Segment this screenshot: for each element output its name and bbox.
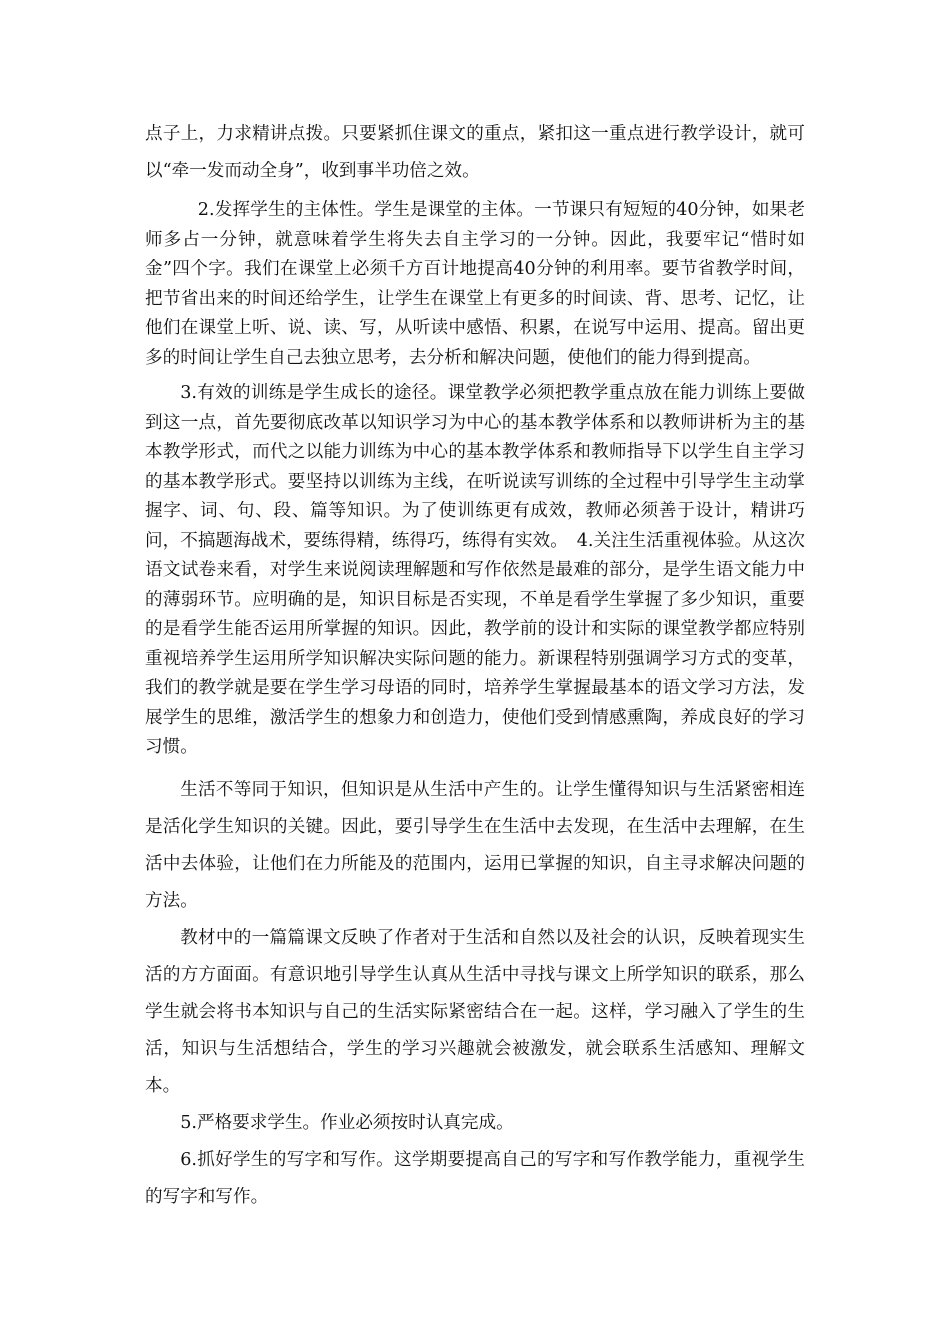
paragraph-effective-training: 3.有效的训练是学生成长的途径。课堂教学必须把教学重点放在能力训练上要做到这一点，首先要彻底改革以知识学习为中心的基本教学体系和以教师讲析为主的基本教学形式，而代之以能力训练为中心的基本教学体系和教师指导下以学生自主学习的基本教学形式。要坚持以训练为主线，在听说读写训练的全过程中引导学生主动掌握字、词、句、段、篇等知识。为了使训练更有成效，教师必须善于设计，精讲巧问，不搞题海战术，要练得精，练得巧，练得有实效。 4.关注生活重视体验。从这次语文试卷来看，对学生来说阅读理解题和写作依然是最难的部分，是学生语文能力中的薄弱环节。应明确的是，知识目标是否实现，不单是看学生掌握了多少知识，重要的是看学生能否运用所掌握的知识。因此，教学前的设计和实际的课堂教学都应特别重视培养学生运用所学知识解决实际问题的能力。新课程特别强调学习方式的变革，我们的教学就是要在学生学习母语的同时，培养学生掌握最基本的语文学习方法，发展学生的思维，激活学生的想象力和创造力，使他们受到情感熏陶，养成良好的学习习惯。 <box>145 383 805 757</box>
paragraph-writing: 6.抓好学生的写字和写作。这学期要提高自己的写字和写作教学能力，重视学生的写字和写作。 <box>145 1149 805 1207</box>
paragraph-strict-requirements: 5.严格要求学生。作业必须按时认真完成。 <box>180 1112 514 1133</box>
document-page <box>145 116 805 1216</box>
paragraph-textbook-life: 教材中的一篇篇课文反映了作者对于生活和自然以及社会的认识，反映着现实生活的方方面面。有意识地引导学生认真从生活中寻找与课文上所学知识的联系，那么学生就会将书本知识与自己的生活实际紧密结合在一起。这样，学习融入了学生的生活，知识与生活想结合，学生的学习兴趣就会被激发，就会联系生活感知、理解文本。 <box>145 927 805 1096</box>
paragraph-continuation: 点子上，力求精讲点拨。只要紧抓住课文的重点，紧扣这一重点进行教学设计，就可以“牵一发而动全身”，收到事半功倍之效。 <box>145 124 805 181</box>
paragraph-student-subject: 2.发挥学生的主体性。学生是课堂的主体。一节课只有短短的40分钟，如果老师多占一分钟，就意味着学生将失去自主学习的一分钟。因此，我要牢记“惜时如金”四个字。我们在课堂上必须千方百计地提高40分钟的利用率。要节省教学时间，把节省出来的时间还给学生，让学生在课堂上有更多的时间读、背、思考、记忆，让他们在课堂上听、说、读、写，从听读中感悟、积累，在说写中运用、提高。留出更多的时间让学生自己去独立思考，去分析和解决问题，使他们的能力得到提高。 <box>145 200 805 368</box>
paragraph-life-knowledge: 生活不等同于知识，但知识是从生活中产生的。让学生懂得知识与生活紧密相连是活化学生知识的关键。因此，要引导学生在生活中去发现，在生活中去理解，在生活中去体验，让他们在力所能及的范围内，运用已掌握的知识，自主寻求解决问题的方法。 <box>145 779 805 911</box>
